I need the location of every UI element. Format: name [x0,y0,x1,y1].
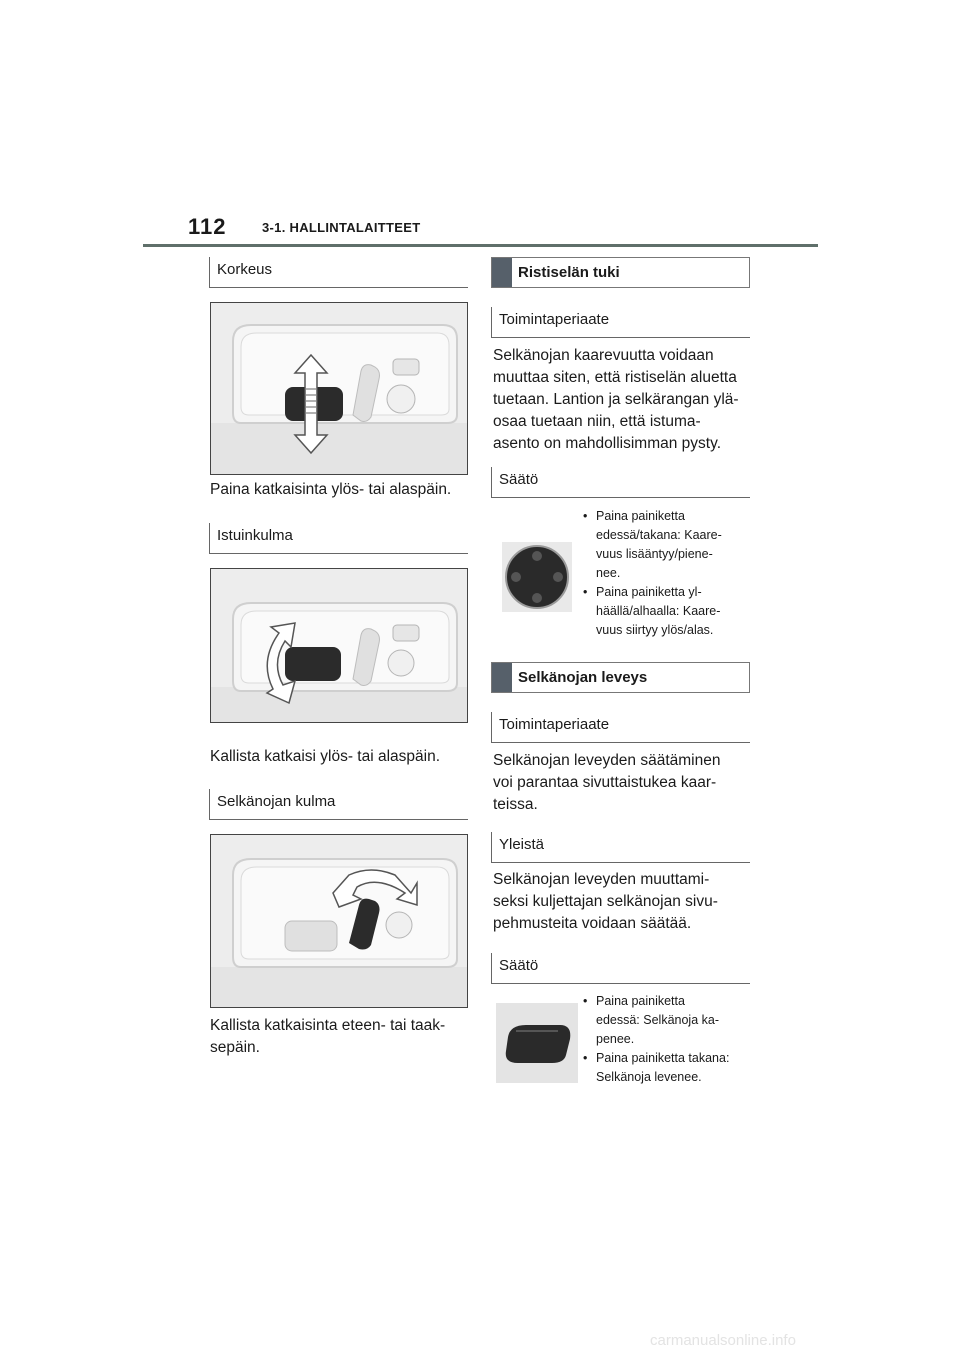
text-line: Selkänoja levenee. [596,1070,702,1084]
text-line: pehmusteita voidaan säätää. [493,915,692,932]
header-rule [143,244,818,247]
paragraph-ristiselan [493,345,739,455]
text-line: penee. [596,1032,635,1046]
text-line: asento on mahdollisimman pysty. [493,435,722,452]
watermark: carmanualsonline.info [650,1332,796,1349]
width-button-image [496,1003,578,1083]
lumbar-four-way-button-icon [502,542,572,612]
text-line: Selkänojan leveyden muuttami- [493,871,710,888]
text-line: teissa. [493,796,538,813]
caption-istuinkulma: Kallista katkaisi ylös- tai alaspäin. [210,748,441,765]
seat-switch-height-illustration [211,303,467,474]
section-marker [492,258,512,287]
text-line: tuetaan. Lantion ja selkärangan ylä- [493,391,739,408]
text-line: • Paina painiketta takana: [596,1051,730,1065]
text-line: • Paina painiketta [596,994,685,1008]
figure-height-switch [210,302,468,475]
seat-switch-backrest-illustration [211,835,467,1007]
subheading-toimintaperiaate-1: Toimintaperiaate [491,307,750,338]
page-number: 112 [188,214,227,239]
bullet-item [580,583,755,640]
chapter-title: 3-1. HALLINTALAITTEET [262,220,421,235]
text-line: häällä/alhaalla: Kaare- [596,604,721,618]
caption-selkanojan-kulma-2: sepäin. [210,1039,260,1056]
section-title: Ristiselän tuki [518,264,620,281]
bullets-leveys [580,992,755,1087]
section-selkanojan-leveys [491,662,750,693]
backrest-width-button-icon [496,1003,578,1083]
subheading-saato-1: Säätö [491,467,750,498]
text-line: osaa tuetaan niin, että istuma- [493,413,701,430]
subheading-yleista: Yleistä [491,832,750,863]
paragraph-leveys-2 [493,869,718,935]
figure-seat-angle-switch [210,568,468,723]
section-ristiselan-tuki [491,257,750,288]
caption-korkeus: Paina katkaisinta ylös- tai alaspäin. [210,481,452,498]
paragraph-leveys-1 [493,750,721,816]
bullet-item [580,507,755,583]
subheading-saato-2: Säätö [491,953,750,984]
figure-backrest-angle-switch [210,834,468,1008]
text-line: seksi kuljettajan selkänojan sivu- [493,893,718,910]
text-line: Selkänojan leveyden säätäminen [493,752,721,769]
text-line: vuus siirtyy ylös/alas. [596,623,714,637]
text-line: voi parantaa sivuttaistukea kaar- [493,774,717,791]
heading-korkeus: Korkeus [209,257,468,288]
text-line: Selkänojan kaarevuutta voidaan [493,347,714,364]
text-line: • Paina painiketta [596,509,685,523]
caption-selkanojan-kulma-1: Kallista katkaisinta eteen- tai taak- [210,1017,446,1034]
bullet-item [580,992,755,1049]
section-marker [492,663,512,692]
bullet-item [580,1049,755,1087]
heading-selkanojan-kulma: Selkänojan kulma [209,789,468,820]
section-title: Selkänojan leveys [518,669,648,686]
seat-switch-angle-illustration [211,569,467,722]
text-line: edessä/takana: Kaare- [596,528,722,542]
bullets-ristiselan [580,507,755,640]
heading-istuinkulma: Istuinkulma [209,523,468,554]
text-line: nee. [596,566,621,580]
text-line: • Paina painiketta yl- [596,585,702,599]
text-line: vuus lisääntyy/piene- [596,547,713,561]
text-line: edessä: Selkänoja ka- [596,1013,719,1027]
subheading-toimintaperiaate-2: Toimintaperiaate [491,712,750,743]
text-line: muuttaa siten, että ristiselän aluetta [493,369,737,386]
lumbar-button-image [502,542,572,612]
